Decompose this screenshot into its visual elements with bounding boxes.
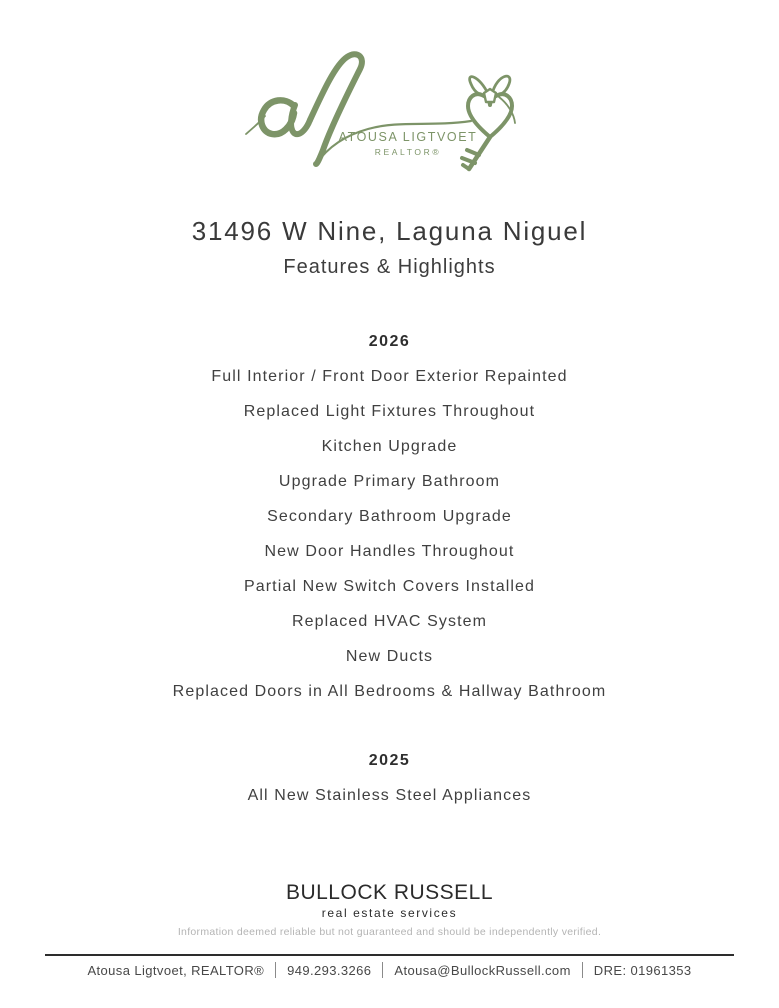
document-header [0, 214, 779, 282]
feature-item: Upgrade Primary Bathroom [278, 473, 501, 490]
footer-separator [382, 962, 383, 978]
brokerage-brand [0, 880, 779, 920]
footer-phone: 949.293.3266 [287, 962, 372, 978]
section-year: 2026 [368, 333, 411, 350]
feature-item: Full Interior / Front Door Exterior Repainted [211, 368, 568, 385]
feature-item: Partial New Switch Covers Installed [243, 578, 536, 595]
footer-separator [275, 962, 276, 978]
section-2026 [0, 324, 779, 709]
footer-contact-bar [0, 962, 779, 978]
footer-license: DRE: 01961353 [593, 962, 692, 978]
feature-item: New Ducts [345, 648, 434, 665]
agent-logo [238, 52, 558, 187]
property-address-title: 31496 W Nine, Laguna Niguel [191, 216, 588, 246]
logo-credential: REALTOR® [374, 147, 442, 157]
feature-item: All New Stainless Steel Appliances [247, 787, 532, 804]
document-subtitle: Features & Highlights [283, 256, 496, 278]
footer-email: Atousa@BullockRussell.com [394, 962, 571, 978]
brokerage-tagline: real estate services [321, 906, 458, 920]
section-year: 2025 [368, 752, 411, 769]
key-foot [463, 165, 469, 169]
feature-sections [0, 324, 779, 813]
feature-item: Replaced Light Fixtures Throughout [243, 403, 536, 420]
footer-divider-rule [45, 954, 734, 956]
footer-separator [582, 962, 583, 978]
logo-agent-name: ATOUSA LIGTVOET [338, 130, 478, 144]
feature-item: Kitchen Upgrade [321, 438, 458, 455]
footer-agent-name: Atousa Ligtvoet, REALTOR® [87, 962, 265, 978]
al-monogram-key-icon [238, 52, 558, 184]
section-2025 [0, 743, 779, 813]
feature-item: Replaced HVAC System [291, 613, 488, 630]
brokerage-name: BULLOCK RUSSELL [285, 881, 494, 904]
feature-item: New Door Handles Throughout [264, 543, 515, 560]
feature-item: Replaced Doors in All Bedrooms & Hallway Bathroom [172, 683, 607, 700]
key-gem [484, 89, 496, 102]
disclaimer-text: Information deemed reliable but not guaranteed and should be independently verified. [177, 926, 602, 938]
feature-item: Secondary Bathroom Upgrade [267, 508, 512, 525]
